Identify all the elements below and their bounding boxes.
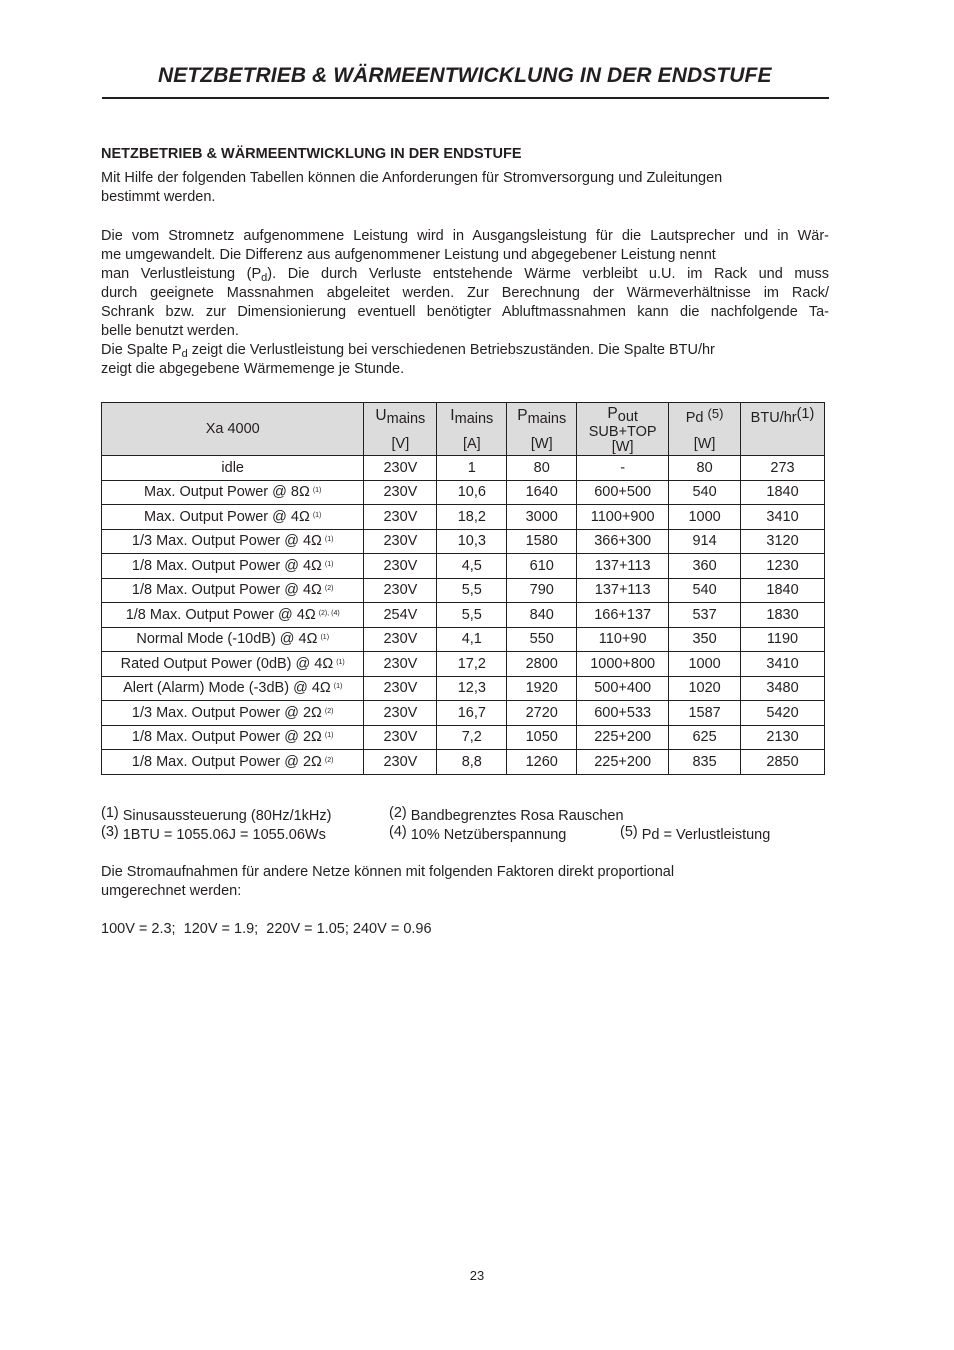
footnote-number: (5) [620,824,638,840]
mode-label: 1/3 Max. Output Power @ 4Ω [131,533,322,550]
conversion-line: umgerechnet werden: [101,883,242,899]
table-row [102,578,825,603]
cell-mode [102,456,364,481]
mode-label: 1/3 Max. Output Power @ 2Ω [131,704,322,721]
cell-pout: - [577,456,669,481]
cell-mode [102,652,364,677]
power-line: Die vom Stromnetz aufgenommene Leistung wird in Ausgangsleistung für die Lautsprecher und in Wär- [101,228,829,244]
cell-btu: 1840 [741,480,825,505]
header-i-mains [437,403,507,456]
cell-p: 2720 [507,701,577,726]
cell-pout: 1000+800 [577,652,669,677]
cell-btu: 1190 [741,627,825,652]
cell-mode [102,701,364,726]
intro-paragraph [101,169,829,207]
power-line: me umgewandelt. Die Differenz aus aufgenommener Leistung und abgegebener Leistung nennt [101,247,716,263]
cell-pout: 225+200 [577,750,669,775]
intro-line: Mit Hilfe der folgenden Tabellen können die Anforderungen für Stromversorgung und Zuleitungen [101,170,723,186]
power-line: durch geeignete Massnahmen abgeleitet werden. Zur Berechnung der Wärmeverhältnisse im Rack/ [101,285,829,301]
footnote-text: Sinusaussteuerung (80Hz/1kHz) [122,808,332,824]
cell-pd: 1020 [669,676,741,701]
power-text: Die Spalte P [101,342,182,358]
pd-subscript: d [181,348,188,360]
cell-mode [102,480,364,505]
cell-u: 230V [364,554,437,579]
mode-footnote-ref: (1) [324,732,334,740]
header-p-out [577,403,669,456]
cell-u: 230V [364,750,437,775]
cell-mode [102,725,364,750]
mode-footnote-ref: (1) [312,487,322,495]
mode-label: 1/8 Max. Output Power @ 4Ω [131,582,322,599]
header-btu-sup: (1) [796,406,815,422]
table-row [102,725,825,750]
header-pd [669,403,741,456]
power-dissipation-table [101,402,825,775]
cell-pd: 540 [669,578,741,603]
cell-btu: 3120 [741,529,825,554]
page-header-title: NETZBETRIEB & WÄRMEENTWICKLUNG IN DER ENDSTUFE [158,64,772,87]
cell-u: 230V [364,627,437,652]
mode-label: 1/8 Max. Output Power @ 2Ω [131,729,322,746]
cell-u: 230V [364,456,437,481]
footnote-text: 10% Netzüberspannung [410,827,567,843]
header-p-mains [507,403,577,456]
page-number: 23 [469,1268,485,1283]
cell-pout: 600+500 [577,480,669,505]
header-pout-base: P [607,405,618,422]
cell-pout: 366+300 [577,529,669,554]
mode-footnote-ref: (2) [324,585,334,593]
header-i-unit: [A] [462,436,481,452]
cell-pd: 80 [669,456,741,481]
cell-u: 230V [364,505,437,530]
table-row [102,505,825,530]
footnote-5 [620,824,770,843]
mode-label: Max. Output Power @ 8Ω [144,484,310,501]
cell-u: 230V [364,578,437,603]
cell-i: 12,3 [437,676,507,701]
mode-label: 1/8 Max. Output Power @ 4Ω [125,606,316,623]
footnote-2 [389,805,624,824]
cell-u: 230V [364,652,437,677]
footnote-1 [101,805,331,824]
header-p-unit: [W] [530,436,553,452]
footnote-4 [389,824,566,843]
cell-i: 7,2 [437,725,507,750]
cell-p: 1580 [507,529,577,554]
cell-pd: 537 [669,603,741,628]
header-btu [741,403,825,456]
cell-u: 230V [364,480,437,505]
cell-pd: 1587 [669,701,741,726]
conversion-paragraph [101,863,829,901]
cell-u: 254V [364,603,437,628]
footnote-text: Pd = Verlustleistung [641,827,771,843]
cell-btu: 273 [741,456,825,481]
cell-mode [102,578,364,603]
mode-label: Max. Output Power @ 4Ω [144,508,310,525]
cell-p: 790 [507,578,577,603]
mode-footnote-ref: (1) [333,683,343,691]
cell-btu: 3480 [741,676,825,701]
mode-footnote-ref: (2) [324,756,334,764]
cell-pd: 1000 [669,505,741,530]
cell-i: 8,8 [437,750,507,775]
header-divider [102,97,829,99]
footnote-text: Bandbegrenztes Rosa Rauschen [410,808,624,824]
header-p-base: P [517,407,528,424]
cell-i: 16,7 [437,701,507,726]
power-text: ). Die durch Verluste entstehende Wärme verbleibt u.U. im Rack und muss [267,266,829,282]
power-line: zeigt die abgegebene Wärmemenge je Stunde. [101,361,405,377]
mode-footnote-ref: (1) [324,560,334,568]
table-row [102,627,825,652]
cell-pd: 914 [669,529,741,554]
table-header-row [102,403,825,456]
mode-footnote-ref: (1) [324,536,334,544]
header-pout-unit: [W] [611,439,634,455]
table-row [102,603,825,628]
cell-i: 1 [437,456,507,481]
cell-pd: 625 [669,725,741,750]
power-line [101,265,829,284]
header-pout-sub: out [617,409,638,425]
power-line: Schrank bzw. zur Dimensionierung eventuell benötigter Abluftmassnahmen kann die nachfolgende Ta- [101,304,829,320]
header-pout-extra: SUB+TOP [588,424,657,440]
table-row [102,529,825,554]
cell-mode [102,505,364,530]
pd-subscript: d [261,272,268,284]
mode-footnote-ref: (1) [320,634,330,642]
cell-btu: 1230 [741,554,825,579]
conversion-factors: 100V = 2.3; 120V = 1.9; 220V = 1.05; 240V = 0.96 [101,921,432,937]
cell-pout: 500+400 [577,676,669,701]
table-row [102,676,825,701]
conversion-line: Die Stromaufnahmen für andere Netze können mit folgenden Faktoren direkt proportional [101,864,675,880]
footnote-number: (4) [389,824,407,840]
mode-label: 1/8 Max. Output Power @ 4Ω [131,557,322,574]
table-row [102,554,825,579]
cell-i: 4,5 [437,554,507,579]
cell-mode [102,554,364,579]
footnote-3 [101,824,326,843]
header-i-sub: mains [454,411,494,427]
cell-pd: 1000 [669,652,741,677]
header-model: Xa 4000 [102,403,364,456]
cell-btu: 3410 [741,505,825,530]
cell-mode [102,627,364,652]
cell-pd: 360 [669,554,741,579]
cell-pout: 137+113 [577,554,669,579]
cell-pout: 110+90 [577,627,669,652]
power-line: belle benutzt werden. [101,323,239,339]
cell-pd: 350 [669,627,741,652]
cell-p: 80 [507,456,577,481]
cell-pd: 835 [669,750,741,775]
mode-label: 1/8 Max. Output Power @ 2Ω [131,753,322,770]
cell-p: 550 [507,627,577,652]
cell-mode [102,529,364,554]
cell-pout: 166+137 [577,603,669,628]
cell-p: 1640 [507,480,577,505]
header-btu-base: BTU/hr [750,410,797,426]
power-line [101,341,829,360]
cell-pout: 1100+900 [577,505,669,530]
cell-p: 1260 [507,750,577,775]
mode-footnote-ref: (1) [336,658,345,666]
mode-label: Alert (Alarm) Mode (-3dB) @ 4Ω [123,680,331,697]
header-p-sub: mains [527,411,567,427]
cell-btu: 3410 [741,652,825,677]
mode-footnote-ref: (1) [312,511,322,519]
table-row [102,750,825,775]
cell-btu: 1840 [741,578,825,603]
mode-footnote-ref: (2), (4) [318,609,340,617]
mode-footnote-ref: (2) [324,707,334,715]
cell-pd: 540 [669,480,741,505]
mode-label: idle [221,459,244,476]
cell-i: 18,2 [437,505,507,530]
mode-label: Normal Mode (-10dB) @ 4Ω [136,631,318,648]
power-paragraph [101,227,829,379]
header-u-unit: [V] [391,436,410,452]
cell-p: 1920 [507,676,577,701]
cell-u: 230V [364,725,437,750]
cell-btu: 5420 [741,701,825,726]
header-u-mains [364,403,437,456]
cell-pout: 225+200 [577,725,669,750]
cell-i: 10,6 [437,480,507,505]
cell-btu: 1830 [741,603,825,628]
cell-u: 230V [364,529,437,554]
cell-i: 17,2 [437,652,507,677]
table-body [102,456,825,775]
table-row [102,456,825,481]
cell-mode [102,676,364,701]
table-row [102,652,825,677]
table-row [102,701,825,726]
footnote-text: 1BTU = 1055.06J = 1055.06Ws [122,827,326,843]
header-u-base: U [375,407,387,424]
cell-pout: 137+113 [577,578,669,603]
cell-pout: 600+533 [577,701,669,726]
footnote-number: (3) [101,824,119,840]
cell-u: 230V [364,676,437,701]
header-u-sub: mains [386,411,426,427]
intro-line: bestimmt werden. [101,189,216,205]
cell-i: 5,5 [437,578,507,603]
mode-label: Rated Output Power (0dB) @ 4Ω [120,655,334,672]
cell-p: 3000 [507,505,577,530]
cell-p: 1050 [507,725,577,750]
footnote-number: (2) [389,805,407,821]
cell-p: 610 [507,554,577,579]
cell-p: 2800 [507,652,577,677]
header-i-base: I [450,407,455,424]
power-text: zeigt die Verlustleistung bei verschiedenen Betriebszuständen. Die Spalte BTU/hr [187,342,715,358]
cell-p: 840 [507,603,577,628]
power-text: man Verlustleistung (P [101,266,262,282]
header-pd-sup: (5) [707,406,724,421]
cell-mode [102,750,364,775]
cell-i: 5,5 [437,603,507,628]
header-pd-base: Pd [685,410,704,426]
table-row [102,480,825,505]
cell-i: 4,1 [437,627,507,652]
cell-btu: 2850 [741,750,825,775]
cell-u: 230V [364,701,437,726]
section-heading: NETZBETRIEB & WÄRMEENTWICKLUNG IN DER ENDSTUFE [101,146,522,162]
footnote-number: (1) [101,805,119,821]
header-pd-unit: [W] [693,436,716,452]
cell-mode [102,603,364,628]
cell-btu: 2130 [741,725,825,750]
cell-i: 10,3 [437,529,507,554]
